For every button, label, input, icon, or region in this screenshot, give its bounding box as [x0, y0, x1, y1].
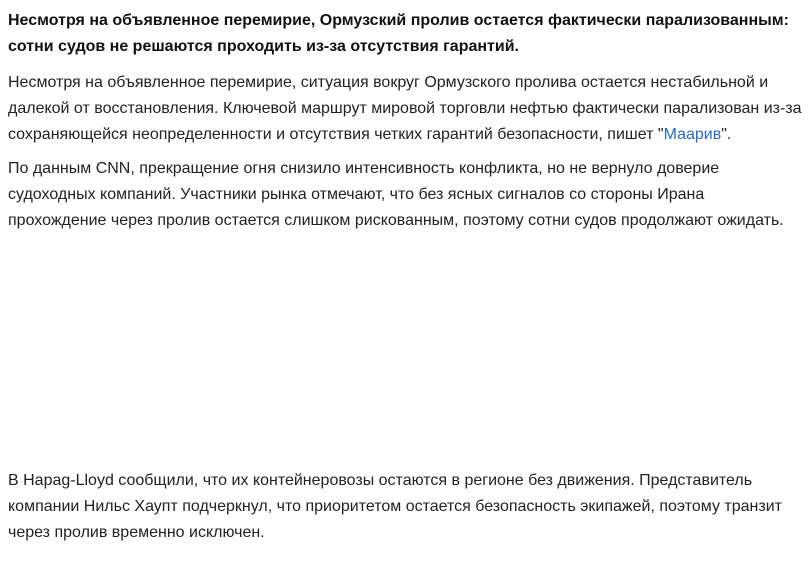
- embedded-media-placeholder: [8, 234, 804, 468]
- article-body: [8, 0, 804, 546]
- paragraph-1-end: ".: [721, 126, 732, 143]
- paragraph-1: [8, 70, 804, 148]
- paragraph-2: По данным CNN, прекращение огня снизило интенсивность конфликта, но не вернуло доверие судоходных компаний. Участники рынка отмечают, что без ясных сигналов со стороны Ирана прохождение через пролив остается слишком рискованным, поэтому сотни судов продолжают ожидать.: [8, 160, 784, 229]
- source-link-maariv[interactable]: Маарив: [663, 126, 722, 143]
- paragraph-3: В Hapag-Lloyd сообщили, что их контейнеровозы остаются в регионе без движения. Представитель компании Нильс Хаупт подчеркнул, что приоритетом остается безопасность экипажей, поэтому транзит через пролив временно исключен.: [8, 472, 782, 541]
- paragraph-1-text: Несмотря на объявленное перемирие, ситуация вокруг Ормузского пролива остается нестабильной и далекой от восстановления. Ключевой маршрут мировой торговли нефтью фактически парализован из-за сохраняющейся неопределенности и отсутствия четких гарантий безопасности, пишет ": [8, 74, 802, 143]
- article-lead: Несмотря на объявленное перемирие, Ормузский пролив остается фактически парализованным: сотни судов не решаются проходить из-за отсутствия гарантий.: [8, 12, 789, 55]
